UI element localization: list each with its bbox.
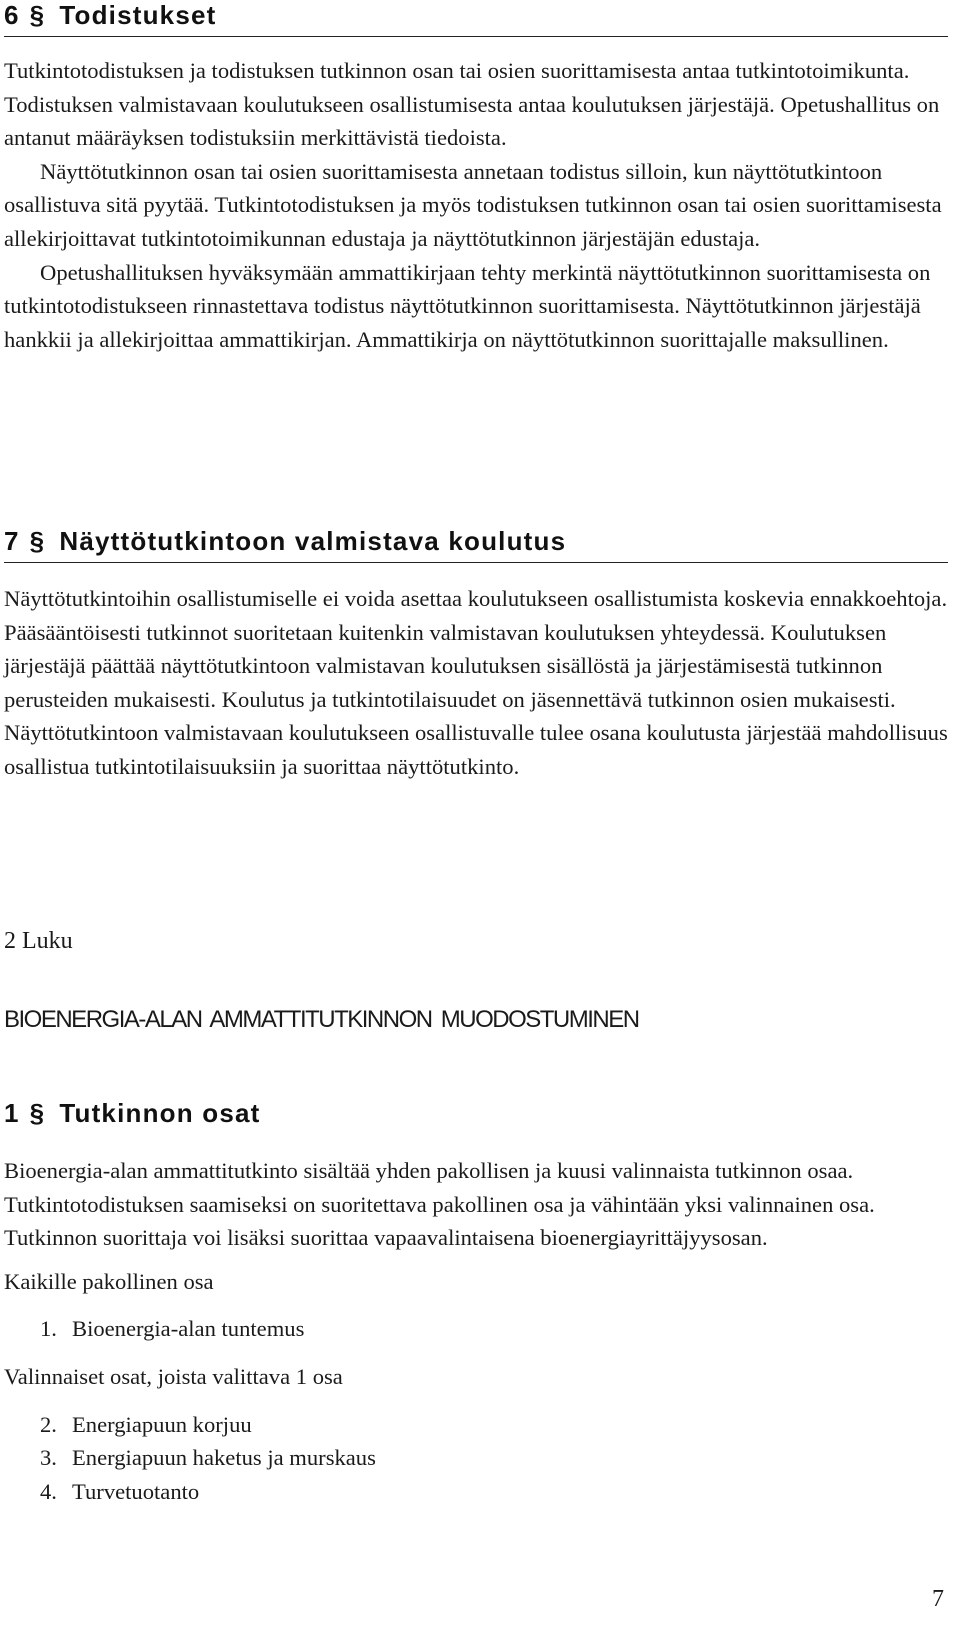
- page-number: 7: [932, 1586, 944, 1612]
- section-number: 1: [4, 1098, 20, 1128]
- list-number: 3.: [40, 1445, 57, 1471]
- section-1: [4, 1098, 948, 1134]
- chapter-label: 2 Luku: [4, 928, 73, 954]
- section-symbol: §: [29, 1098, 46, 1128]
- list-number: 1.: [40, 1316, 57, 1342]
- section-6-heading: [4, 0, 948, 37]
- mandatory-label: Kaikille pakollinen osa: [4, 1268, 214, 1294]
- section-1-heading: [4, 1098, 948, 1134]
- section-symbol: §: [29, 0, 46, 30]
- list-text: Energiapuun haketus ja murskaus: [72, 1445, 376, 1471]
- document-page: [4, 0, 948, 1635]
- list-item: [40, 1408, 948, 1442]
- section-7-heading: [4, 526, 948, 563]
- section-number: 6: [4, 0, 20, 30]
- list-number: 2.: [40, 1411, 57, 1437]
- optional-list: [4, 1408, 948, 1509]
- paragraph: Bioenergia-alan ammattitutkinto sisältää yhden pakollisen ja kuusi valinnaista tutkinnon osaa. Tutkintotodistuksen saamiseksi on suoritettava pakollinen osa ja vähintään yksi valinnainen osa. Tutkinnon suorittaja voi lisäksi suorittaa vapaavalintaisena bioenergiayrittäjyysosan.: [4, 1158, 875, 1251]
- paragraph: Tutkintotodistuksen ja todistuksen tutkinnon osan tai osien suorittamisesta antaa tutkintotoimikunta. Todistuksen valmistavaan koulutukseen osallistumisesta antaa koulutuksen järjestäjä. Opetushallitus on antanut määräyksen todistuksiin merkittävistä tiedoista.: [4, 58, 940, 151]
- section-6: [4, 0, 948, 37]
- section-number: 7: [4, 526, 20, 556]
- optional-label: Valinnaiset osat, joista valittava 1 osa: [4, 1363, 343, 1389]
- section-1-body: [4, 1154, 948, 1508]
- section-7-body: [4, 582, 948, 784]
- list-number: 4.: [40, 1478, 57, 1504]
- section-title: Tutkinnon osat: [59, 1098, 261, 1128]
- paragraph: Näyttötutkintoihin osallistumiselle ei voida asettaa koulutukseen osallistumista koskevia ennakkoehtoja. Pääsääntöisesti tutkinnot suoritetaan kuitenkin valmistavan koulutuksen yhteydessä. Koulutuksen järjestäjä päättää näyttötutkintoon valmistavan koulutuksen sisällöstä ja järjestämisestä tutkinnon perusteiden mukaisesti. Koulutus ja tutkintotilaisuudet on jäsennettävä tutkinnon osien mukaisesti. Näyttötutkintoon valmistavaan koulutukseen osallistuvalle tulee osana koulutusta järjestää mahdollisuus osallistua tutkintotilaisuuksiin ja suorittaa näyttötutkinto.: [4, 586, 948, 779]
- section-title: Todistukset: [59, 0, 217, 30]
- list-item: [40, 1441, 948, 1475]
- section-title: Näyttötutkintoon valmistava koulutus: [59, 526, 567, 556]
- list-item: [40, 1475, 948, 1509]
- section-symbol: §: [29, 526, 46, 556]
- section-6-body: [4, 54, 948, 356]
- paragraph: Näyttötutkinnon osan tai osien suorittamisesta annetaan todistus silloin, kun näyttötutkintoon osallistuva sitä pyytää. Tutkintotodistuksen ja myös todistuksen tutkinnon osan tai osien suorittamisesta allekirjoittavat tutkintotoimikunnan edustaja ja näyttötutkinnon järjestäjän edustaja.: [4, 158, 942, 251]
- list-text: Turvetuotanto: [72, 1478, 200, 1504]
- list-item: [40, 1312, 948, 1346]
- section-7: [4, 526, 948, 563]
- list-text: Bioenergia-alan tuntemus: [72, 1316, 305, 1342]
- paragraph: Opetushallituksen hyväksymään ammattikirjaan tehty merkintä näyttötutkinnon suorittamisesta on tutkintotodistukseen rinnastettava todistus näyttötutkinnon suorittamisesta. Näyttötutkinnon järjestäjä hankkii ja allekirjoittaa ammattikirjan. Ammattikirja on näyttötutkinnon suorittajalle maksullinen.: [4, 259, 931, 352]
- list-text: Energiapuun korjuu: [72, 1411, 252, 1437]
- mandatory-list: [4, 1312, 948, 1346]
- chapter-title: BIOENERGIA-ALAN AMMATTITUTKINNON MUODOSTUMINEN: [4, 1006, 639, 1033]
